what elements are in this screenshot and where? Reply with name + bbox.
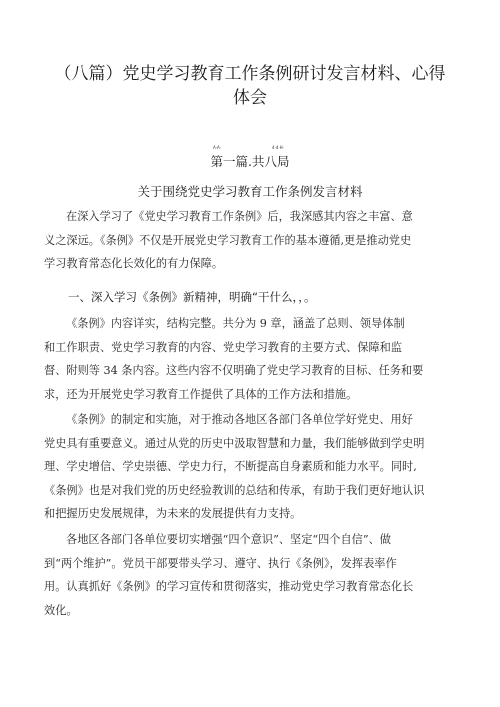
title-line-2: 体会 [233,88,267,108]
paragraph-line: 学习教育常态化长效化的有力保障。 [44,257,224,270]
paragraph-line: 《条例》内容详实，结构完整。共分为 9 章，涵盖了总则、领导体制 [66,317,405,330]
paragraph-line: 在深入学习了《党史学习教育工作条例》后，我深感其内容之丰富、意 [66,210,413,223]
document-title [40,62,460,110]
title-line-1: （八篇）党史学习教育工作条例研讨发言材料、心得 [54,64,446,84]
paragraph-line: 《条例》的制定和实施，对于推动各地区各部门各单位学好党史、用好 [66,413,413,426]
paragraph-line: 效化。 [44,603,78,617]
paragraph-2 [44,312,464,406]
chapter-heading: 第一篇.共八局 [210,154,290,169]
section-subtitle: 关于围绕党史学习教育工作条例发言材料 [137,184,363,199]
paragraph-line: 用。认真抓好《条例》的学习宣传和贯彻落实，推动党史学习教育常态化长 [44,580,414,593]
paragraph-line: 党史具有重要意义。通过从党的历史中汲取智慧和力量，我们能够做到学史明 [44,436,425,450]
paragraph-line: 和工作职责、党史学习教育的内容、党史学习教育的主要方式、保障和监 [44,340,403,354]
paragraph-line: 督、附则等 34 条内容。这些内容不仅明确了党史学习教育的目标、任务和要 [44,364,424,377]
paragraph-line: 到“两个维护”。党员干部要带头学习、遵守、执行《条例》，发挥表率作 [44,556,397,570]
header-marks [0,145,500,153]
paragraph-3 [44,408,464,526]
small-mark-right: 4·4·H· [272,145,284,150]
paragraph-line: 各地区各部门各单位要切实增强“四个意识”、坚定“四个自信”、做 [66,533,391,546]
paragraph-line: 和把握历史发展规律，为未来的发展提供有力支持。 [44,507,302,520]
heading-1: 一、深入学习《条例》新精神，明确“干什么，，。 [68,290,316,304]
paragraph-4 [44,528,464,622]
paragraph-line: 《条例》也是对我们党的历史经验教训的总结和传承，有助于我们更好地认识 [44,483,425,497]
small-mark-left: A·A· [213,145,222,150]
paragraph-line: 义之深远。《条例》不仅是开展党史学习教育工作的基本遵循,更是推动党史 [44,233,412,247]
paragraph-line: 理、学史增信、学史崇德、学史力行，不断提高自身素质和能力水平。同时, [44,460,417,473]
paragraph-line: 求，还为开展党史学习教育工作提供了具体的工作方法和措施。 [44,387,358,401]
paragraph-1 [44,205,464,276]
